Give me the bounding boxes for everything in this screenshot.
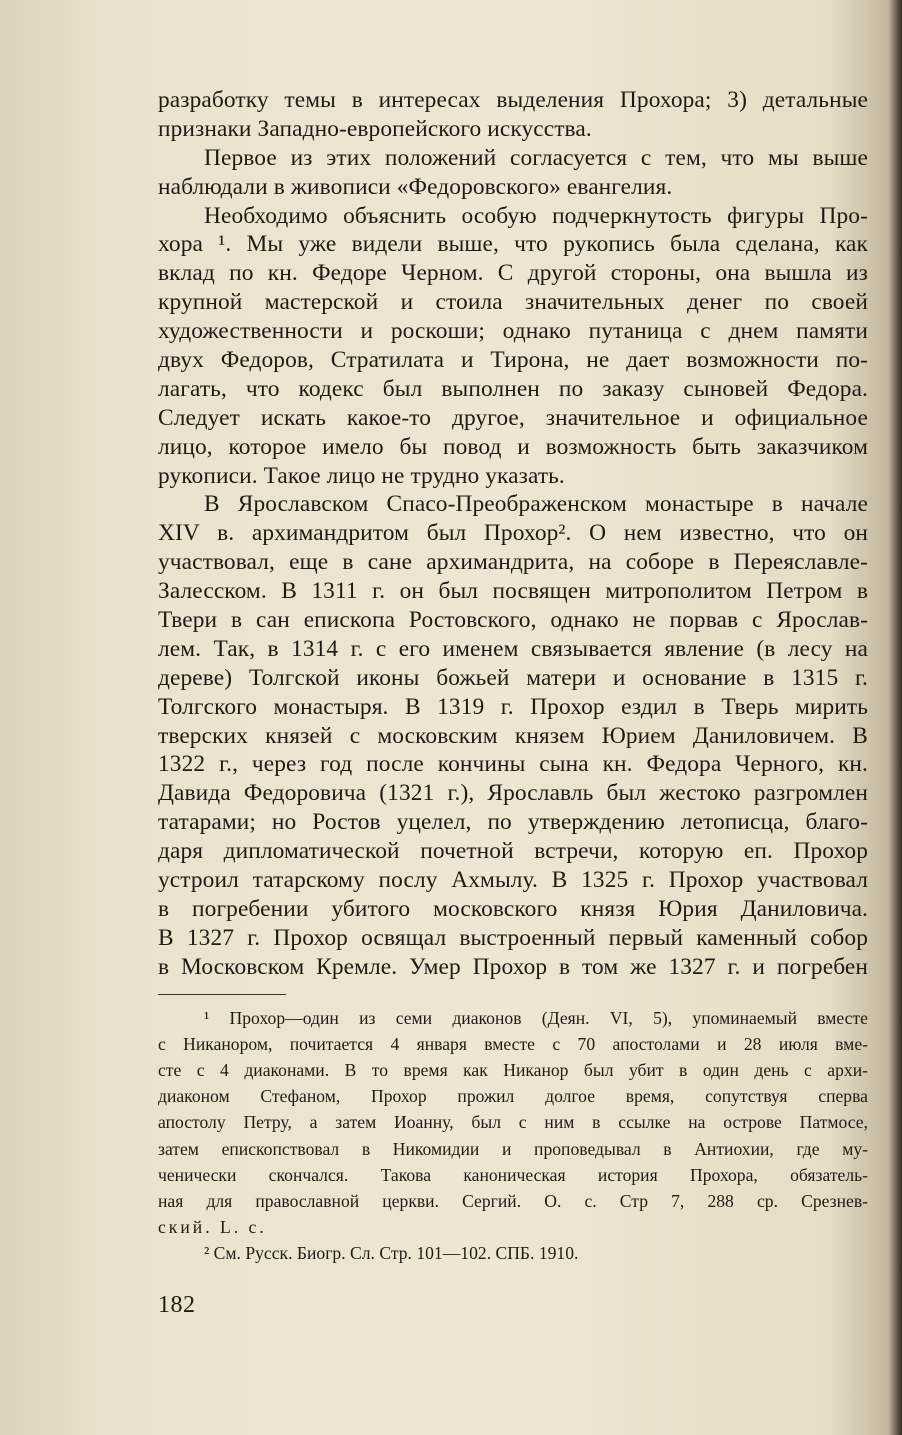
body-line: наблюдали в живописи «Федоровского» евангелия. bbox=[158, 173, 673, 200]
body-line: 1322 г., через год после кончины сына кн. Федора Черного, кн. bbox=[158, 751, 868, 778]
footnote-line: ский. L. с. bbox=[158, 1217, 267, 1238]
body-line: Следует искать какое-то другое, значительное и официальное bbox=[158, 404, 868, 431]
body-line: устроил татарскому послу Ахмылу. В 1325 г. Прохор участвовал bbox=[158, 867, 868, 894]
body-line: в Московском Кремле. Умер Прохор в том же 1327 г. и погребен bbox=[158, 953, 868, 980]
body-line: двух Федоров, Стратилата и Тирона, не дает возможности по- bbox=[158, 347, 868, 374]
footnote-line: сте с 4 диаконами. В то время как Никанор был убит в один день с архи- bbox=[158, 1059, 868, 1080]
body-line: Первое из этих положений согласуется с тем, что мы выше bbox=[204, 144, 868, 171]
body-line: татарами; но Ростов уцелел, по утверждению летописца, благо- bbox=[158, 809, 868, 836]
body-line: XIV в. архимандритом был Прохор². О нем известно, что он bbox=[158, 520, 868, 547]
body-line: Давида Федоровича (1321 г.), Ярославль был жестоко разгромлен bbox=[158, 780, 868, 807]
body-line: вклад по кн. Федоре Черном. С другой стороны, она вышла из bbox=[158, 260, 868, 287]
body-line: участвовал, еще в сане архимандрита, на соборе в Переяславле- bbox=[158, 549, 868, 576]
footnote-line: ¹ Прохор—один из семи диаконов (Деян. VI, 5), упоминаемый вместе bbox=[204, 1007, 868, 1028]
body-line: в погребении убитого московского князя Юрия Даниловича. bbox=[158, 895, 868, 922]
footnotes bbox=[158, 1005, 868, 1267]
footnote-line: с Никанором, почитается 4 января вместе с 70 апостолами и 28 июля вме- bbox=[158, 1033, 868, 1054]
body-line: Толгского монастыря. В 1319 г. Прохор ездил в Тверь мирить bbox=[158, 693, 868, 720]
footnote-line: ² См. Русск. Биогр. Сл. Стр. 101—102. СПБ. 1910. bbox=[204, 1243, 579, 1264]
body-line: В Ярославском Спасо-Преображенском монастыре в начале bbox=[204, 491, 868, 518]
body-line: В 1327 г. Прохор освящал выстроенный первый каменный собор bbox=[158, 924, 868, 951]
footnote-line: затем епископствовал в Никомидии и проповедывал в Антиохии, где му- bbox=[158, 1138, 868, 1159]
body-line: хора ¹. Мы уже видели выше, что рукопись была сделана, как bbox=[158, 231, 868, 258]
footnote-divider bbox=[158, 994, 286, 995]
body-line: Залесском. В 1311 г. он был посвящен митрополитом Петром в bbox=[158, 578, 868, 605]
footnote-line: ченически скончался. Такова каноническая история Прохора, обязатель- bbox=[158, 1164, 868, 1185]
footnote-line: диаконом Стефаном, Прохор прожил долгое время, сопутствуя сперва bbox=[158, 1086, 868, 1107]
book-spine-shadow bbox=[888, 0, 902, 1435]
body-line: рукописи. Такое лицо не трудно указать. bbox=[158, 462, 565, 489]
body-text bbox=[158, 86, 868, 982]
page-number: 182 bbox=[158, 1292, 196, 1318]
footnote-line: апостолу Петру, а затем Иоанну, был с ним в ссылке на острове Патмосе, bbox=[158, 1112, 868, 1133]
body-line: Твери в сан епископа Ростовского, однако не порвав с Ярослав- bbox=[158, 607, 868, 634]
body-line: лагать, что кодекс был выполнен по заказу сыновей Федора. bbox=[158, 375, 868, 402]
page-text bbox=[158, 86, 868, 1266]
footnote-line: ная для православной церкви. Сергий. О. с. Стр 7, 288 ср. Срезнев- bbox=[158, 1190, 868, 1211]
body-line: тверских князей с московским князем Юрием Даниловичем. В bbox=[158, 722, 868, 749]
body-line: разработку темы в интересах выделения Прохора; 3) детальные bbox=[158, 87, 868, 113]
body-line: лицо, которое имело бы повод и возможность быть заказчиком bbox=[158, 433, 868, 460]
body-line: Необходимо объяснить особую подчеркнутость фигуры Про- bbox=[204, 202, 868, 229]
body-line: признаки Западно-европейского искусства. bbox=[158, 115, 592, 142]
body-line: лем. Так, в 1314 г. с его именем связывается явление (в лесу на bbox=[158, 635, 868, 662]
body-line: дереве) Толгской иконы божьей матери и основание в 1315 г. bbox=[158, 664, 868, 691]
body-line: даря дипломатической почетной встречи, которую еп. Прохор bbox=[158, 838, 868, 865]
body-line: крупной мастерской и стоила значительных денег по своей bbox=[158, 289, 868, 316]
body-line: художественности и роскоши; однако путаница с днем памяти bbox=[158, 318, 868, 345]
